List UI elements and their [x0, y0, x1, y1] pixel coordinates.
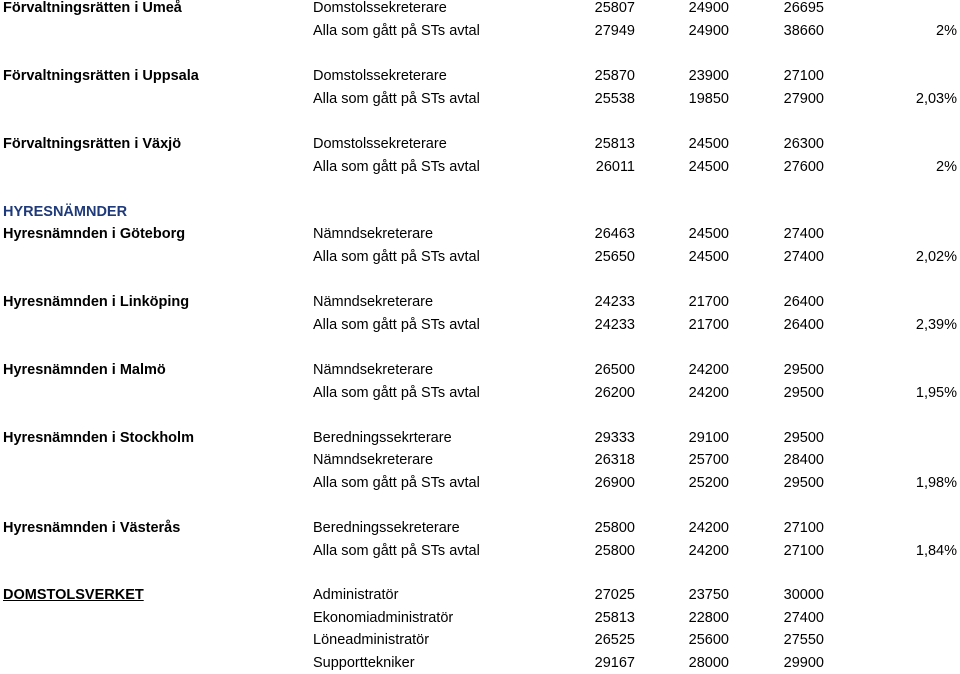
value-1: 25800	[594, 520, 635, 536]
role-name: Nämndsekreterare	[313, 226, 434, 242]
role-name: Nämndsekreterare	[313, 294, 434, 310]
table-row	[0, 156, 960, 178]
role-name: Domstolssekreterare	[313, 0, 447, 16]
value-1: 26011	[595, 159, 635, 175]
table-row	[0, 517, 960, 539]
value-1: 25650	[594, 249, 635, 265]
value-3: 29500	[783, 385, 824, 401]
value-1: 25870	[594, 68, 635, 84]
value-1: 25813	[594, 136, 635, 152]
value-1: 25538	[594, 91, 635, 107]
table-row	[0, 629, 960, 651]
value-1: 27025	[594, 587, 635, 603]
value-2: 24900	[688, 23, 729, 39]
org-name: Hyresnämnden i Göteborg	[3, 226, 186, 242]
percent: 1,95%	[915, 385, 957, 401]
value-1: 26900	[594, 475, 635, 491]
value-3: 29500	[783, 430, 824, 446]
role-name: Alla som gått på STs avtal	[313, 91, 480, 107]
percent: 2,39%	[915, 317, 957, 333]
value-3: 27900	[783, 91, 824, 107]
role-name: Alla som gått på STs avtal	[313, 385, 480, 401]
table-row	[0, 359, 960, 381]
org-name: Hyresnämnden i Linköping	[3, 294, 190, 310]
org-name: Hyresnämnden i Västerås	[3, 520, 181, 536]
role-name: Alla som gått på STs avtal	[313, 159, 480, 175]
value-3: 26695	[783, 0, 824, 16]
value-1: 27949	[594, 23, 635, 39]
value-2: 22800	[688, 610, 729, 626]
org-name: Förvaltningsrätten i Umeå	[3, 0, 182, 16]
role-name: Nämndsekreterare	[313, 452, 434, 468]
role-name: Supporttekniker	[313, 655, 415, 671]
value-2: 29100	[688, 430, 729, 446]
table-row	[0, 449, 960, 471]
role-name: Administratör	[313, 587, 399, 603]
table-row	[0, 382, 960, 404]
table-row	[0, 133, 960, 155]
value-3: 38660	[783, 23, 824, 39]
value-3: 27400	[783, 249, 824, 265]
percent: 2%	[936, 159, 957, 175]
role-name: Alla som gått på STs avtal	[313, 249, 480, 265]
value-1: 26200	[594, 385, 635, 401]
value-2: 24500	[688, 249, 729, 265]
role-name: Nämndsekreterare	[313, 362, 434, 378]
section-heading-domstolsverket: DOMSTOLSVERKET	[3, 587, 144, 603]
value-1: 26318	[594, 452, 635, 468]
org-name: Hyresnämnden i Malmö	[3, 362, 166, 378]
value-3: 27100	[783, 68, 824, 84]
table-row	[0, 540, 960, 562]
role-name: Domstolssekreterare	[313, 68, 447, 84]
value-1: 25807	[594, 0, 635, 16]
value-2: 24500	[688, 226, 729, 242]
value-3: 29500	[783, 362, 824, 378]
value-3: 29500	[783, 475, 824, 491]
value-3: 30000	[783, 587, 824, 603]
value-1: 25800	[594, 543, 635, 559]
table-row	[0, 0, 960, 19]
table-row	[0, 291, 960, 313]
table-row	[0, 88, 960, 110]
value-1: 26463	[594, 226, 635, 242]
table-row	[0, 246, 960, 268]
value-3: 26400	[783, 317, 824, 333]
value-1: 24233	[594, 317, 635, 333]
value-2: 21700	[688, 294, 729, 310]
value-3: 27400	[783, 226, 824, 242]
role-name: Löneadministratör	[313, 632, 430, 648]
section-heading-row	[0, 201, 960, 223]
value-3: 26400	[783, 294, 824, 310]
org-name: Förvaltningsrätten i Uppsala	[3, 68, 199, 84]
value-1: 29333	[594, 430, 635, 446]
value-3: 28400	[783, 452, 824, 468]
role-name: Beredningssekrterare	[313, 430, 452, 446]
role-name: Beredningssekreterare	[313, 520, 460, 536]
value-2: 24200	[688, 362, 729, 378]
role-name: Domstolssekreterare	[313, 136, 447, 152]
percent: 1,84%	[915, 543, 957, 559]
value-1: 26525	[594, 632, 635, 648]
percent: 2,02%	[915, 249, 957, 265]
section-heading-hyresnamnder: HYRESNÄMNDER	[3, 204, 128, 220]
value-2: 25700	[688, 452, 729, 468]
table-row	[0, 314, 960, 336]
value-2: 24500	[688, 159, 729, 175]
value-1: 25813	[594, 610, 635, 626]
value-2: 24500	[688, 136, 729, 152]
value-2: 23900	[688, 68, 729, 84]
value-3: 27100	[783, 543, 824, 559]
table-row	[0, 607, 960, 629]
org-name: Förvaltningsrätten i Växjö	[3, 136, 182, 152]
value-2: 28000	[688, 655, 729, 671]
role-name: Alla som gått på STs avtal	[313, 543, 480, 559]
table-row	[0, 65, 960, 87]
value-3: 29900	[783, 655, 824, 671]
table-row	[0, 223, 960, 245]
value-3: 27600	[783, 159, 824, 175]
role-name: Alla som gått på STs avtal	[313, 23, 480, 39]
org-name: Hyresnämnden i Stockholm	[3, 430, 194, 446]
percent: 1,98%	[915, 475, 957, 491]
value-2: 19850	[688, 91, 729, 107]
value-3: 27400	[783, 610, 824, 626]
value-2: 25200	[688, 475, 729, 491]
table-row	[0, 584, 960, 606]
table-row	[0, 20, 960, 42]
percent: 2,03%	[915, 91, 957, 107]
value-3: 27550	[783, 632, 824, 648]
value-3: 27100	[783, 520, 824, 536]
value-2: 24200	[688, 385, 729, 401]
value-1: 26500	[594, 362, 635, 378]
value-2: 23750	[688, 587, 729, 603]
table-row	[0, 427, 960, 449]
table-row	[0, 472, 960, 494]
value-3: 26300	[783, 136, 824, 152]
value-2: 25600	[688, 632, 729, 648]
percent: 2%	[936, 23, 957, 39]
value-2: 24200	[688, 520, 729, 536]
value-2: 24900	[688, 0, 729, 16]
value-2: 21700	[688, 317, 729, 333]
role-name: Ekonomiadministratör	[313, 610, 454, 626]
table-row	[0, 652, 960, 674]
value-2: 24200	[688, 543, 729, 559]
role-name: Alla som gått på STs avtal	[313, 317, 480, 333]
value-1: 29167	[594, 655, 635, 671]
role-name: Alla som gått på STs avtal	[313, 475, 480, 491]
value-1: 24233	[594, 294, 635, 310]
